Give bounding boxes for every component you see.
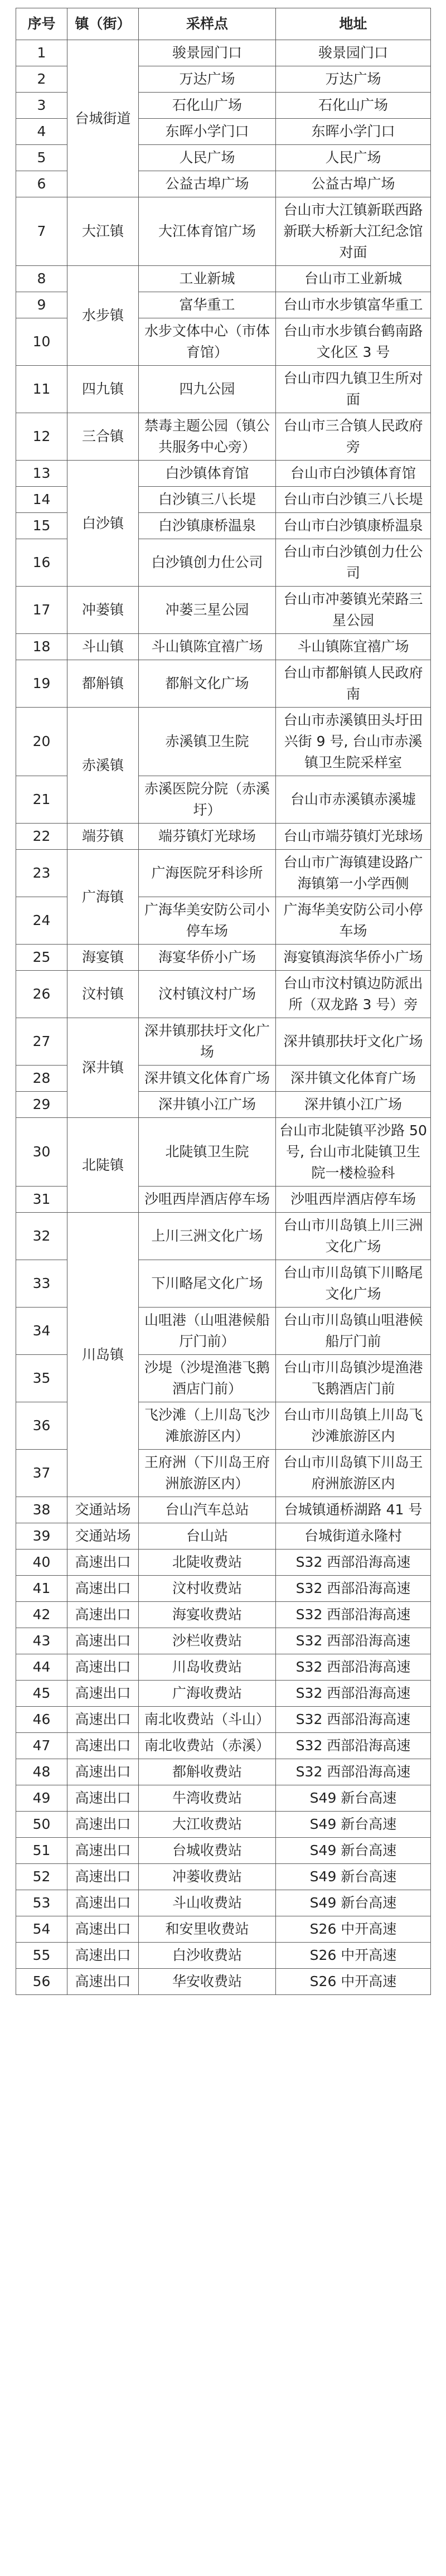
cell-sampling-point: 王府洲（下川岛王府洲旅游区内） xyxy=(139,1450,276,1497)
cell-sampling-point: 北陡镇卫生院 xyxy=(139,1118,276,1187)
cell-no: 39 xyxy=(16,1523,67,1550)
cell-no: 17 xyxy=(16,587,67,634)
cell-sampling-point: 深井镇小江广场 xyxy=(139,1092,276,1118)
cell-address: 台城街道永隆村 xyxy=(276,1523,431,1550)
cell-sampling-point: 深井镇文化体育广场 xyxy=(139,1066,276,1092)
table-row xyxy=(16,1213,431,1260)
cell-sampling-point: 南北收费站（赤溪） xyxy=(139,1733,276,1759)
cell-no: 36 xyxy=(16,1402,67,1450)
cell-town: 海宴镇 xyxy=(67,945,139,971)
cell-address: 台山市大江镇新联西路新联大桥新大江纪念馆对面 xyxy=(276,197,431,266)
cell-address: 深井镇那扶圩文化广场 xyxy=(276,1018,431,1066)
cell-no: 23 xyxy=(16,850,67,897)
cell-address: S32 西部沿海高速 xyxy=(276,1602,431,1628)
cell-address: 台山市水步镇富华重工 xyxy=(276,292,431,318)
cell-sampling-point: 广海收费站 xyxy=(139,1681,276,1707)
cell-no: 48 xyxy=(16,1759,67,1785)
cell-sampling-point: 冲蒌收费站 xyxy=(139,1864,276,1890)
cell-town: 台城街道 xyxy=(67,40,139,197)
cell-no: 16 xyxy=(16,539,67,587)
table-row xyxy=(16,1759,431,1785)
cell-sampling-point: 深井镇那扶圩文化广场 xyxy=(139,1018,276,1066)
cell-sampling-point: 川岛收费站 xyxy=(139,1654,276,1681)
table-row xyxy=(16,366,431,413)
cell-address: 台山市川岛镇下川岛王府洲旅游区内 xyxy=(276,1450,431,1497)
cell-no: 3 xyxy=(16,93,67,119)
cell-address: S32 西部沿海高速 xyxy=(276,1759,431,1785)
cell-address: 人民广场 xyxy=(276,145,431,171)
cell-address: 台山市白沙镇创力仕公司 xyxy=(276,539,431,587)
cell-sampling-point: 台山汽车总站 xyxy=(139,1497,276,1523)
table-row xyxy=(16,40,431,66)
cell-no: 9 xyxy=(16,292,67,318)
cell-sampling-point: 广海华美安防公司小停车场 xyxy=(139,897,276,945)
cell-sampling-point: 广海医院牙科诊所 xyxy=(139,850,276,897)
cell-no: 30 xyxy=(16,1118,67,1187)
cell-sampling-point: 沙栏收费站 xyxy=(139,1628,276,1654)
cell-no: 31 xyxy=(16,1187,67,1213)
cell-sampling-point: 海宴华侨小广场 xyxy=(139,945,276,971)
cell-no: 22 xyxy=(16,824,67,850)
cell-sampling-point: 富华重工 xyxy=(139,292,276,318)
cell-address: 台山市都斛镇人民政府南 xyxy=(276,660,431,708)
cell-town: 四九镇 xyxy=(67,366,139,413)
header-town: 镇（街） xyxy=(67,8,139,40)
cell-address: 台山市川岛镇下川略尾文化广场 xyxy=(276,1260,431,1308)
table-row xyxy=(16,850,431,897)
table-row xyxy=(16,708,431,776)
cell-sampling-point: 台山站 xyxy=(139,1523,276,1550)
cell-no: 7 xyxy=(16,197,67,266)
cell-sampling-point: 北陡收费站 xyxy=(139,1550,276,1576)
cell-no: 26 xyxy=(16,971,67,1018)
cell-town: 深井镇 xyxy=(67,1018,139,1118)
table-row xyxy=(16,1576,431,1602)
cell-address: S32 西部沿海高速 xyxy=(276,1550,431,1576)
cell-address: 石化山广场 xyxy=(276,93,431,119)
cell-sampling-point: 台城收费站 xyxy=(139,1838,276,1864)
cell-sampling-point: 白沙镇创力仕公司 xyxy=(139,539,276,587)
table-row xyxy=(16,660,431,708)
cell-no: 20 xyxy=(16,708,67,776)
table-row xyxy=(16,1681,431,1707)
cell-no: 5 xyxy=(16,145,67,171)
cell-address: 台山市白沙镇三八长堤 xyxy=(276,487,431,513)
cell-sampling-point: 赤溪医院分院（赤溪圩） xyxy=(139,776,276,824)
cell-sampling-point: 下川略尾文化广场 xyxy=(139,1260,276,1308)
table-row xyxy=(16,1943,431,1969)
cell-no: 35 xyxy=(16,1355,67,1402)
cell-sampling-point: 南北收费站（斗山） xyxy=(139,1707,276,1733)
cell-town: 都斛镇 xyxy=(67,660,139,708)
header-no: 序号 xyxy=(16,8,67,40)
cell-no: 6 xyxy=(16,171,67,197)
cell-address: 台山市赤溪镇田头圩田兴街 9 号, 台山市赤溪镇卫生院采样室 xyxy=(276,708,431,776)
cell-address: 台山市白沙镇体育馆 xyxy=(276,461,431,487)
cell-town: 高速出口 xyxy=(67,1681,139,1707)
cell-address: 台山市白沙镇康桥温泉 xyxy=(276,513,431,539)
cell-no: 2 xyxy=(16,66,67,93)
cell-town: 高速出口 xyxy=(67,1550,139,1576)
cell-sampling-point: 沙咀西岸酒店停车场 xyxy=(139,1187,276,1213)
cell-town: 广海镇 xyxy=(67,850,139,945)
cell-sampling-point: 山咀港（山咀港候船厅门前） xyxy=(139,1308,276,1355)
cell-address: 海宴镇海滨华侨小广场 xyxy=(276,945,431,971)
cell-no: 54 xyxy=(16,1916,67,1943)
cell-no: 43 xyxy=(16,1628,67,1654)
table-row xyxy=(16,1838,431,1864)
sampling-points-table xyxy=(16,8,431,1995)
cell-address: 台山市川岛镇上川岛飞沙滩旅游区内 xyxy=(276,1402,431,1450)
cell-address: 台山市北陡镇平沙路 50 号, 台山市北陡镇卫生院一楼检验科 xyxy=(276,1118,431,1187)
cell-sampling-point: 汶村收费站 xyxy=(139,1576,276,1602)
cell-no: 21 xyxy=(16,776,67,824)
cell-no: 15 xyxy=(16,513,67,539)
cell-address: 台山市川岛镇沙堤渔港飞鹅酒店门前 xyxy=(276,1355,431,1402)
cell-town: 三合镇 xyxy=(67,413,139,461)
table-row xyxy=(16,1497,431,1523)
cell-sampling-point: 都斛收费站 xyxy=(139,1759,276,1785)
cell-no: 37 xyxy=(16,1450,67,1497)
cell-sampling-point: 工业新城 xyxy=(139,266,276,292)
cell-sampling-point: 和安里收费站 xyxy=(139,1916,276,1943)
cell-sampling-point: 沙堤（沙堤渔港飞鹅酒店门前） xyxy=(139,1355,276,1402)
cell-sampling-point: 白沙镇康桥温泉 xyxy=(139,513,276,539)
table-row xyxy=(16,1864,431,1890)
table-row xyxy=(16,1812,431,1838)
cell-address: 公益古埠广场 xyxy=(276,171,431,197)
cell-sampling-point: 海宴收费站 xyxy=(139,1602,276,1628)
cell-sampling-point: 汶村镇汶村广场 xyxy=(139,971,276,1018)
cell-town: 高速出口 xyxy=(67,1890,139,1916)
cell-no: 8 xyxy=(16,266,67,292)
cell-address: S49 新台高速 xyxy=(276,1838,431,1864)
table-row xyxy=(16,1654,431,1681)
cell-no: 4 xyxy=(16,119,67,145)
cell-no: 44 xyxy=(16,1654,67,1681)
cell-no: 50 xyxy=(16,1812,67,1838)
cell-sampling-point: 斗山收费站 xyxy=(139,1890,276,1916)
cell-no: 14 xyxy=(16,487,67,513)
cell-town: 高速出口 xyxy=(67,1628,139,1654)
cell-no: 18 xyxy=(16,634,67,660)
cell-town: 北陡镇 xyxy=(67,1118,139,1213)
cell-address: 深井镇小江广场 xyxy=(276,1092,431,1118)
cell-sampling-point: 冲蒌三星公园 xyxy=(139,587,276,634)
cell-no: 41 xyxy=(16,1576,67,1602)
cell-address: 骏景园门口 xyxy=(276,40,431,66)
cell-address: 台山市四九镇卫生所对面 xyxy=(276,366,431,413)
cell-address: S49 新台高速 xyxy=(276,1785,431,1812)
cell-address: S32 西部沿海高速 xyxy=(276,1681,431,1707)
table-row xyxy=(16,1969,431,1995)
table-row xyxy=(16,1628,431,1654)
cell-no: 42 xyxy=(16,1602,67,1628)
cell-town: 高速出口 xyxy=(67,1838,139,1864)
cell-address: S32 西部沿海高速 xyxy=(276,1707,431,1733)
cell-address: 台山市赤溪镇赤溪墟 xyxy=(276,776,431,824)
cell-no: 56 xyxy=(16,1969,67,1995)
cell-sampling-point: 人民广场 xyxy=(139,145,276,171)
cell-no: 27 xyxy=(16,1018,67,1066)
cell-address: S32 西部沿海高速 xyxy=(276,1733,431,1759)
cell-no: 51 xyxy=(16,1838,67,1864)
cell-address: 台山市水步镇台鹤南路文化区 3 号 xyxy=(276,318,431,366)
cell-sampling-point: 水步文体中心（市体育馆） xyxy=(139,318,276,366)
cell-address: S49 新台高速 xyxy=(276,1864,431,1890)
cell-no: 52 xyxy=(16,1864,67,1890)
cell-address: S26 中开高速 xyxy=(276,1969,431,1995)
table-row xyxy=(16,461,431,487)
cell-sampling-point: 大江收费站 xyxy=(139,1812,276,1838)
cell-no: 24 xyxy=(16,897,67,945)
cell-address: 东晖小学门口 xyxy=(276,119,431,145)
cell-sampling-point: 白沙收费站 xyxy=(139,1943,276,1969)
cell-address: S26 中开高速 xyxy=(276,1943,431,1969)
cell-town: 大江镇 xyxy=(67,197,139,266)
cell-address: 台山市三合镇人民政府旁 xyxy=(276,413,431,461)
cell-address: S32 西部沿海高速 xyxy=(276,1628,431,1654)
cell-town: 高速出口 xyxy=(67,1733,139,1759)
cell-no: 34 xyxy=(16,1308,67,1355)
cell-address: 广海华美安防公司小停车场 xyxy=(276,897,431,945)
cell-town: 水步镇 xyxy=(67,266,139,366)
cell-no: 11 xyxy=(16,366,67,413)
cell-address: 台山市汶村镇边防派出所（双龙路 3 号）旁 xyxy=(276,971,431,1018)
cell-address: S32 西部沿海高速 xyxy=(276,1654,431,1681)
cell-sampling-point: 四九公园 xyxy=(139,366,276,413)
cell-town: 高速出口 xyxy=(67,1812,139,1838)
cell-no: 53 xyxy=(16,1890,67,1916)
cell-town: 高速出口 xyxy=(67,1576,139,1602)
cell-no: 32 xyxy=(16,1213,67,1260)
table-row xyxy=(16,1523,431,1550)
cell-no: 40 xyxy=(16,1550,67,1576)
cell-no: 28 xyxy=(16,1066,67,1092)
cell-town: 高速出口 xyxy=(67,1943,139,1969)
cell-address: 深井镇文化体育广场 xyxy=(276,1066,431,1092)
cell-no: 38 xyxy=(16,1497,67,1523)
table-row xyxy=(16,1018,431,1066)
table-header-row xyxy=(16,8,431,40)
cell-town: 高速出口 xyxy=(67,1785,139,1812)
header-address: 地址 xyxy=(276,8,431,40)
cell-sampling-point: 白沙镇体育馆 xyxy=(139,461,276,487)
header-point: 采样点 xyxy=(139,8,276,40)
cell-address: S49 新台高速 xyxy=(276,1812,431,1838)
cell-town: 川岛镇 xyxy=(67,1213,139,1497)
cell-town: 高速出口 xyxy=(67,1864,139,1890)
cell-address: 台山市广海镇建设路广海镇第一小学西侧 xyxy=(276,850,431,897)
cell-town: 汶村镇 xyxy=(67,971,139,1018)
cell-no: 49 xyxy=(16,1785,67,1812)
cell-address: S26 中开高速 xyxy=(276,1916,431,1943)
cell-town: 高速出口 xyxy=(67,1602,139,1628)
cell-address: S32 西部沿海高速 xyxy=(276,1576,431,1602)
table-row xyxy=(16,1733,431,1759)
table-row xyxy=(16,945,431,971)
cell-address: 台城镇通桥湖路 41 号 xyxy=(276,1497,431,1523)
cell-address: 台山市端芬镇灯光球场 xyxy=(276,824,431,850)
cell-address: 斗山镇陈宜禧广场 xyxy=(276,634,431,660)
table-row xyxy=(16,634,431,660)
cell-sampling-point: 斗山镇陈宜禧广场 xyxy=(139,634,276,660)
cell-town: 白沙镇 xyxy=(67,461,139,587)
table-row xyxy=(16,1550,431,1576)
cell-sampling-point: 骏景园门口 xyxy=(139,40,276,66)
cell-address: 沙咀西岸酒店停车场 xyxy=(276,1187,431,1213)
cell-town: 高速出口 xyxy=(67,1916,139,1943)
cell-town: 冲蒌镇 xyxy=(67,587,139,634)
table-row xyxy=(16,1785,431,1812)
cell-address: 台山市冲蒌镇光荣路三星公园 xyxy=(276,587,431,634)
table-body xyxy=(16,40,431,1995)
cell-no: 33 xyxy=(16,1260,67,1308)
cell-no: 13 xyxy=(16,461,67,487)
table-row xyxy=(16,824,431,850)
cell-address: 台山市川岛镇上川三洲文化广场 xyxy=(276,1213,431,1260)
cell-no: 55 xyxy=(16,1943,67,1969)
cell-sampling-point: 上川三洲文化广场 xyxy=(139,1213,276,1260)
cell-town: 斗山镇 xyxy=(67,634,139,660)
cell-address: S49 新台高速 xyxy=(276,1890,431,1916)
cell-town: 交通站场 xyxy=(67,1497,139,1523)
cell-sampling-point: 端芬镇灯光球场 xyxy=(139,824,276,850)
table-row xyxy=(16,1707,431,1733)
cell-no: 45 xyxy=(16,1681,67,1707)
cell-sampling-point: 都斛文化广场 xyxy=(139,660,276,708)
cell-address: 台山市工业新城 xyxy=(276,266,431,292)
cell-sampling-point: 飞沙滩（上川岛飞沙滩旅游区内） xyxy=(139,1402,276,1450)
cell-sampling-point: 大江体育馆广场 xyxy=(139,197,276,266)
table-row xyxy=(16,413,431,461)
cell-no: 1 xyxy=(16,40,67,66)
cell-no: 46 xyxy=(16,1707,67,1733)
cell-town: 端芬镇 xyxy=(67,824,139,850)
cell-sampling-point: 牛湾收费站 xyxy=(139,1785,276,1812)
cell-address: 台山市川岛镇山咀港候船厅门前 xyxy=(276,1308,431,1355)
cell-town: 赤溪镇 xyxy=(67,708,139,824)
table-row xyxy=(16,1602,431,1628)
cell-sampling-point: 禁毒主题公园（镇公共服务中心旁） xyxy=(139,413,276,461)
cell-no: 47 xyxy=(16,1733,67,1759)
table-row xyxy=(16,1916,431,1943)
cell-sampling-point: 赤溪镇卫生院 xyxy=(139,708,276,776)
cell-town: 高速出口 xyxy=(67,1969,139,1995)
table-row xyxy=(16,587,431,634)
cell-town: 交通站场 xyxy=(67,1523,139,1550)
table-row xyxy=(16,197,431,266)
cell-no: 12 xyxy=(16,413,67,461)
cell-sampling-point: 华安收费站 xyxy=(139,1969,276,1995)
cell-sampling-point: 石化山广场 xyxy=(139,93,276,119)
cell-town: 高速出口 xyxy=(67,1654,139,1681)
cell-address: 万达广场 xyxy=(276,66,431,93)
table-row xyxy=(16,971,431,1018)
cell-no: 25 xyxy=(16,945,67,971)
table-row xyxy=(16,266,431,292)
cell-sampling-point: 公益古埠广场 xyxy=(139,171,276,197)
cell-no: 10 xyxy=(16,318,67,366)
table-row xyxy=(16,1890,431,1916)
cell-no: 19 xyxy=(16,660,67,708)
cell-sampling-point: 东晖小学门口 xyxy=(139,119,276,145)
cell-sampling-point: 万达广场 xyxy=(139,66,276,93)
cell-town: 高速出口 xyxy=(67,1759,139,1785)
cell-no: 29 xyxy=(16,1092,67,1118)
table-row xyxy=(16,1118,431,1187)
cell-sampling-point: 白沙镇三八长堤 xyxy=(139,487,276,513)
cell-town: 高速出口 xyxy=(67,1707,139,1733)
